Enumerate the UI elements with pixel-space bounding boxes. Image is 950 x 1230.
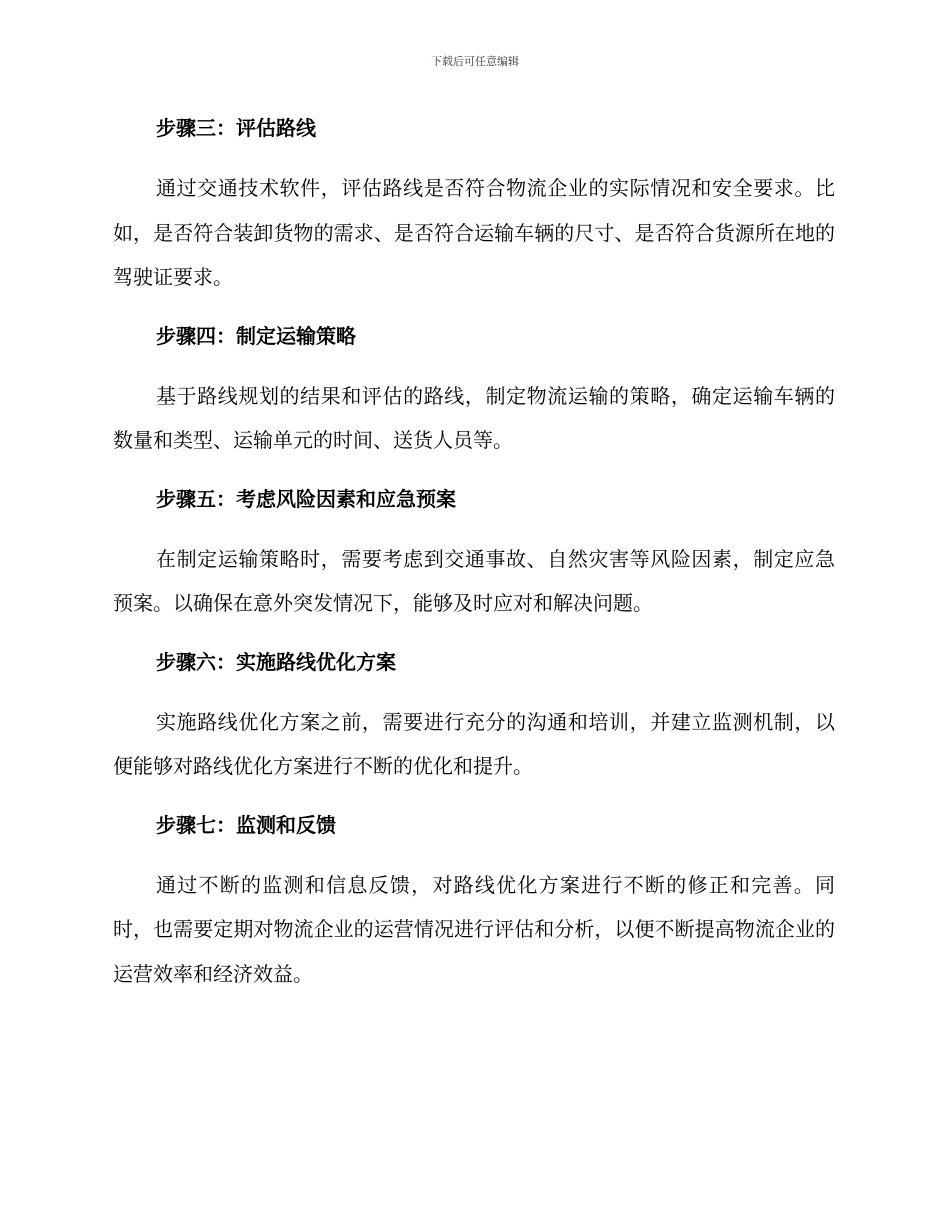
section-paragraph: 通过不断的监测和信息反馈，对路线优化方案进行不断的修正和完善。同时，也需要定期对物流企业的运营情况进行评估和分析，以便不断提高物流企业的运营效率和经济效益。: [113, 872, 835, 986]
section-heading: 步骤三：评估路线: [156, 116, 316, 140]
section-heading: 步骤七：监测和反馈: [156, 812, 336, 837]
section-step-3: [113, 110, 835, 318]
section-step-6: [113, 644, 835, 807]
section-paragraph: 通过交通技术软件，评估路线是否符合物流企业的实际情况和安全要求。比如，是否符合装卸货物的需求、是否符合运输车辆的尺寸、是否符合货源所在地的驾驶证要求。: [113, 176, 835, 289]
document-body: [113, 110, 835, 996]
section-heading: 步骤六：实施路线优化方案: [156, 649, 396, 674]
section-step-5: [113, 481, 835, 644]
section-step-4: [113, 318, 835, 481]
section-paragraph: 在制定运输策略时，需要考虑到交通事故、自然灾害等风险因素，制定应急预案。以确保在意外突发情况下，能够及时应对和解决问题。: [113, 546, 835, 615]
section-paragraph: 实施路线优化方案之前，需要进行充分的沟通和培训，并建立监测机制，以便能够对路线优化方案进行不断的优化和提升。: [113, 709, 835, 778]
section-paragraph: 基于路线规划的结果和评估的路线，制定物流运输的策略，确定运输车辆的数量和类型、运输单元的时间、送货人员等。: [113, 383, 835, 452]
section-step-7: [113, 807, 835, 997]
section-heading: 步骤五：考虑风险因素和应急预案: [156, 486, 456, 511]
section-heading: 步骤四：制定运输策略: [156, 323, 356, 348]
page-header: 下载后可任意编辑: [431, 55, 519, 68]
